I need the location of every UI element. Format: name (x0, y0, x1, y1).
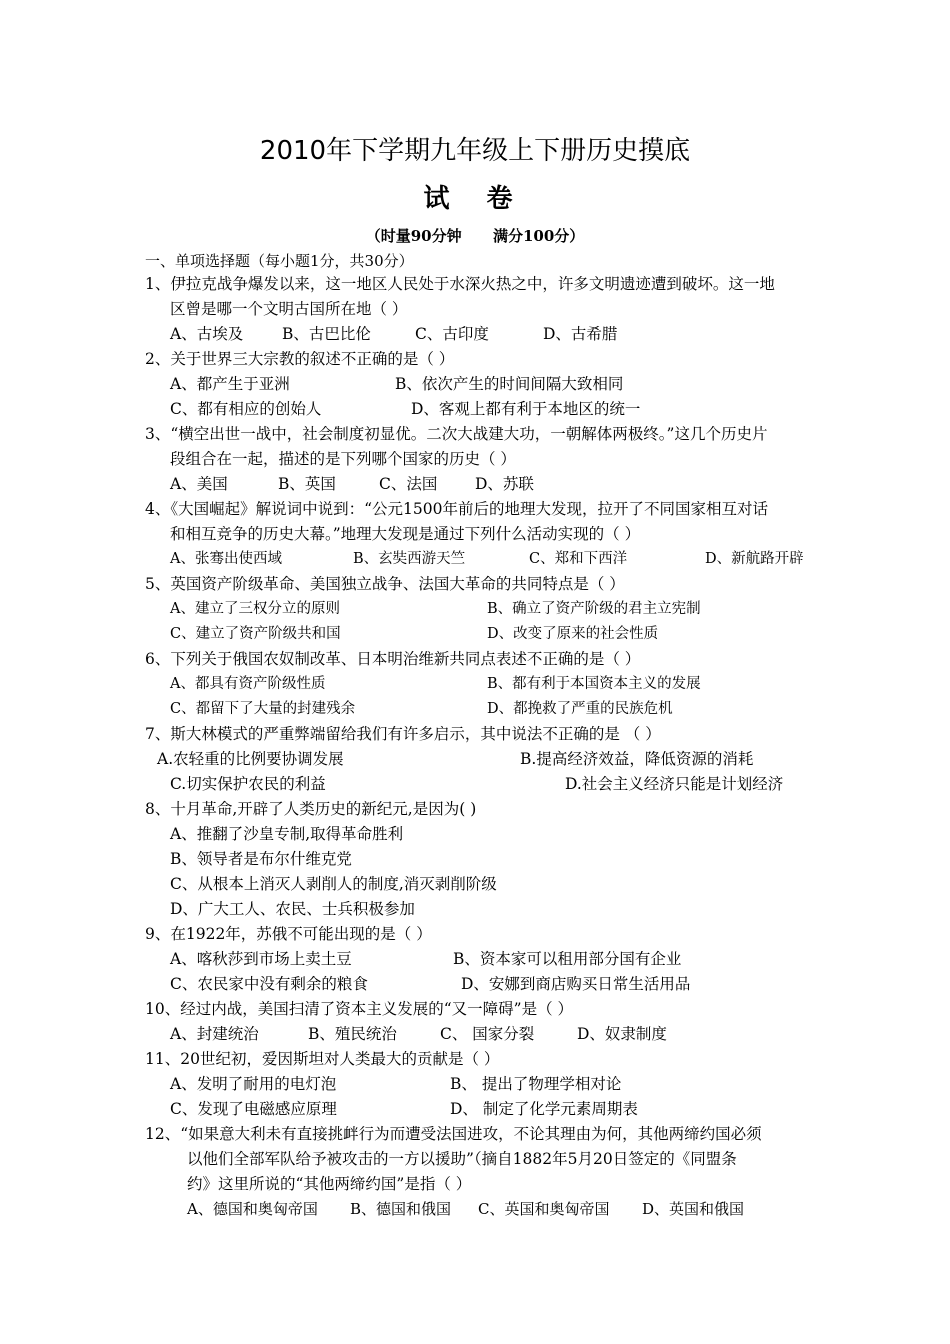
question-2 (145, 347, 825, 422)
question-5 (145, 572, 825, 647)
option-d[interactable]: D.社会主义经济只能是计划经济 (565, 775, 784, 793)
question-text: 8、十月革命,开辟了人类历史的新纪元,是因为( ) (145, 800, 477, 818)
option-a[interactable]: A、喀秋莎到市场上卖土豆 (170, 950, 352, 968)
options-row (145, 747, 825, 772)
option-c[interactable]: C、发现了电磁感应原理 (170, 1100, 337, 1118)
option-c[interactable]: C、郑和下西洋 (529, 551, 628, 567)
option-c[interactable]: C、都留下了大量的封建残余 (170, 701, 356, 717)
question-4 (145, 497, 825, 572)
option-c[interactable]: C、农民家中没有剩余的粮食 (170, 975, 368, 993)
page-title: 2010年下学期九年级上下册历史摸底 (259, 136, 691, 166)
exam-meta: （时量90分钟 满分100分） (365, 227, 585, 245)
question-text: 12、“如果意大利未有直接挑衅行为而遭受法国进攻，不论其理由为何，其他两缔约国必须 (145, 1125, 762, 1143)
option-c[interactable]: C、 国家分裂 (440, 1025, 535, 1043)
option-b[interactable]: B、 提出了物理学相对论 (450, 1075, 622, 1093)
page-subtitle: 试 卷 (423, 184, 527, 214)
section-heading: 一、单项选择题（每小题1分，共30分） (145, 252, 414, 270)
option-d[interactable]: D、改变了原来的社会性质 (487, 626, 659, 642)
option-a[interactable]: A、美国 (170, 475, 228, 493)
option-d[interactable]: D、英国和俄国 (642, 1200, 745, 1218)
option-d[interactable]: D、广大工人、农民、士兵积极参加 (170, 900, 415, 918)
option-a[interactable]: A、张骞出使西域 (170, 551, 282, 567)
question-text: 10、经过内战，美国扫清了资本主义发展的“又一障碍”是（ ） (145, 1000, 574, 1018)
question-text: 4、《大国崛起》解说词中说到：“公元1500年前后的地理大发现，拉开了不同国家相互对话 (145, 500, 768, 518)
option-b[interactable]: B、确立了资产阶级的君主立宪制 (487, 601, 701, 617)
options-row (145, 547, 825, 572)
question-text: 6、下列关于俄国农奴制改革、日本明治维新共同点表述不正确的是（ ） (145, 650, 641, 668)
option-a[interactable]: A、建立了三权分立的原则 (170, 601, 340, 617)
option-c[interactable]: C、英国和奥匈帝国 (478, 1200, 610, 1218)
option-a[interactable]: A、都具有资产阶级性质 (170, 676, 326, 692)
options-row (145, 622, 825, 647)
option-a[interactable]: A、都产生于亚洲 (170, 375, 290, 393)
question-12 (145, 1122, 825, 1222)
option-a[interactable]: A.农轻重的比例要协调发展 (157, 750, 344, 768)
options-row (145, 397, 825, 422)
option-a[interactable]: A、德国和奥匈帝国 (187, 1200, 318, 1218)
options-row (145, 697, 825, 722)
question-text: 5、英国资产阶级革命、美国独立战争、法国大革命的共同特点是（ ） (145, 575, 625, 593)
options-row (145, 772, 825, 797)
options-row (145, 972, 825, 997)
option-a[interactable]: A、发明了耐用的电灯泡 (170, 1075, 337, 1093)
question-9 (145, 922, 825, 997)
option-d[interactable]: D、新航路开辟 (705, 551, 804, 567)
option-c[interactable]: C、古印度 (415, 325, 489, 343)
option-d[interactable]: D、古希腊 (543, 325, 618, 343)
option-a[interactable]: A、推翻了沙皇专制,取得革命胜利 (170, 825, 404, 843)
option-b[interactable]: B、玄奘西游天竺 (353, 551, 466, 567)
options-row (145, 947, 825, 972)
question-6 (145, 647, 825, 722)
question-text: 段组合在一起，描述的是下列哪个国家的历史（ ） (170, 450, 516, 468)
option-b[interactable]: B、领导者是布尔什维克党 (170, 850, 352, 868)
option-b[interactable]: B、资本家可以租用部分国有企业 (453, 950, 682, 968)
options-row (145, 472, 825, 497)
option-b[interactable]: B、都有利于本国资本主义的发展 (487, 676, 701, 692)
question-3 (145, 422, 825, 497)
question-text: 11、20世纪初，爱因斯坦对人类最大的贡献是（ ） (145, 1050, 500, 1068)
options-row (145, 672, 825, 697)
options-row (145, 1097, 825, 1122)
options-row (145, 1197, 825, 1222)
option-b[interactable]: B、古巴比伦 (282, 325, 371, 343)
question-7 (145, 722, 825, 797)
option-c[interactable]: C、都有相应的创始人 (170, 400, 322, 418)
question-text: 1、伊拉克战争爆发以来，这一地区人民处于水深火热之中，许多文明遗迹遭到破坏。这一地 (145, 275, 775, 293)
options-row (145, 322, 825, 347)
option-d[interactable]: D、安娜到商店购买日常生活用品 (461, 975, 691, 993)
options-row (145, 597, 825, 622)
question-8 (145, 797, 825, 922)
question-text: 2、关于世界三大宗教的叙述不正确的是（ ） (145, 350, 455, 368)
question-text: 区曾是哪一个文明古国所在地（ ） (170, 300, 408, 318)
option-a[interactable]: A、古埃及 (170, 325, 244, 343)
question-text: 以他们全部军队给予被攻击的一方以援助”（摘自1882年5月20日签定的《同盟条 (187, 1150, 737, 1168)
option-b[interactable]: B.提高经济效益，降低资源的消耗 (520, 750, 754, 768)
question-text: 约》这里所说的“其他两缔约国”是指（ ） (187, 1175, 472, 1193)
option-d[interactable]: D、苏联 (475, 475, 534, 493)
question-text: 7、斯大林模式的严重弊端留给我们有许多启示，其中说法不正确的是 （ ） (145, 725, 661, 743)
option-c[interactable]: C、建立了资产阶级共和国 (170, 626, 341, 642)
option-b[interactable]: B、依次产生的时间间隔大致相同 (395, 375, 624, 393)
question-11 (145, 1047, 825, 1122)
option-d[interactable]: D、奴隶制度 (577, 1025, 667, 1043)
question-text: 3、“横空出世一战中，社会制度初显优。二次大战建大功，一朝解体两极终。”这几个历史片 (145, 425, 768, 443)
option-a[interactable]: A、封建统治 (170, 1025, 259, 1043)
option-c[interactable]: C、法国 (379, 475, 438, 493)
question-text: 9、在1922年，苏俄不可能出现的是（ ） (145, 925, 432, 943)
options-row (145, 1022, 825, 1047)
options-row (145, 372, 825, 397)
question-1 (145, 272, 825, 347)
options-row (145, 1072, 825, 1097)
option-d[interactable]: D、都挽救了严重的民族危机 (487, 701, 673, 717)
option-d[interactable]: D、 制定了化学元素周期表 (450, 1100, 638, 1118)
option-c[interactable]: C.切实保护农民的利益 (170, 775, 326, 793)
option-b[interactable]: B、英国 (278, 475, 336, 493)
option-b[interactable]: B、德国和俄国 (350, 1200, 452, 1218)
question-10 (145, 997, 825, 1047)
option-d[interactable]: D、客观上都有利于本地区的统一 (411, 400, 641, 418)
question-text: 和相互竞争的历史大幕。”地理大发现是通过下列什么活动实现的（ ） (170, 525, 641, 543)
option-c[interactable]: C、从根本上消灭人剥削人的制度,消灭剥削阶级 (170, 875, 497, 893)
option-b[interactable]: B、殖民统治 (308, 1025, 397, 1043)
